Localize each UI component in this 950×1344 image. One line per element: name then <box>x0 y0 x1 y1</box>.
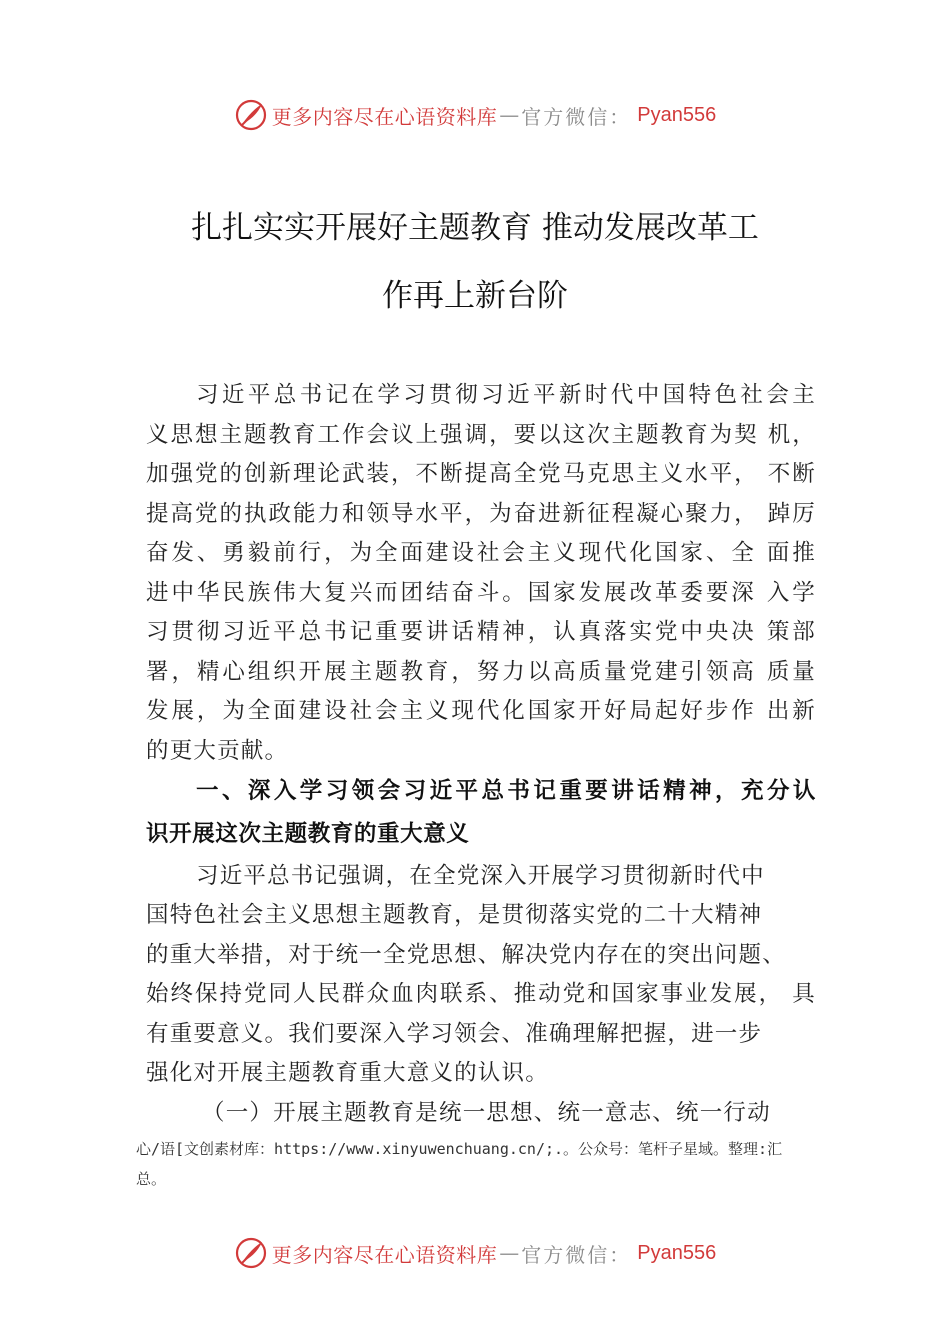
document-title-line2: 作再上新台阶 <box>382 278 568 314</box>
paragraph-1-line: 加强党的创新理论武装，不断提高全党马克思主义水平， 不断 <box>146 461 816 487</box>
source-note-line1: 心/语[文创素材库：https://www.xinyuwenchuang.cn/;.。公众号：笔杆子星域。整理:汇 <box>136 1140 783 1158</box>
paragraph-2-line: 的重大举措，对于统一全党思想、解决党内存在的突出问题、 <box>146 942 786 968</box>
source-note-line2: 总。 <box>136 1170 167 1188</box>
banner-wechat-label: 官方微信： <box>521 1242 632 1267</box>
banner-text: 更多内容尽在心语资料库 <box>271 1242 498 1267</box>
document-title-line1: 扎扎实实开展好主题教育 推动发展改革工 <box>191 210 759 246</box>
paragraph-2-line: 国特色社会主义思想主题教育，是贯彻落实党的二十大精神 <box>146 902 763 928</box>
paragraph-2-line: 始终保持党同人民群众血肉联系、推动党和国家事业发展， 具 <box>146 981 816 1007</box>
paragraph-1-line: 进中华民族伟大复兴而团结奋斗。国家发展改革委要深 入学 <box>146 580 816 606</box>
paragraph-1-line: 义思想主题教育工作会议上强调，要以这次主题教育为契 机， <box>146 422 816 448</box>
paragraph-1-line: 提高党的执政能力和领导水平，为奋进新征程凝心聚力， 踔厉 <box>146 501 816 527</box>
quill-pen-icon <box>234 1236 268 1270</box>
paragraph-2-line: 有重要意义。我们要深入学习领会、准确理解把握，进一步 <box>146 1021 763 1047</box>
subsection-heading-1: （一）开展主题教育是统一思想、统一意志、统一行动 <box>202 1100 771 1126</box>
footer-banner <box>0 1233 950 1273</box>
banner-separator: — <box>499 103 520 127</box>
banner-text: 更多内容尽在心语资料库 <box>271 104 498 129</box>
section-heading-1: 识开展这次主题教育的重大意义 <box>146 821 470 847</box>
paragraph-2-line: 强化对开展主题教育重大意义的认识。 <box>146 1060 549 1086</box>
header-banner <box>0 95 950 135</box>
section-heading-1: 一、深入学习领会习近平总书记重要讲话精神，充分认 <box>196 778 816 804</box>
banner-wechat-id: Pyan556 <box>637 1241 717 1264</box>
paragraph-1-line: 习贯彻习近平总书记重要讲话精神，认真落实党中央决 策部 <box>146 619 816 645</box>
paragraph-1-line: 奋发、勇毅前行，为全面建设社会主义现代化国家、全 面推 <box>146 540 816 566</box>
paragraph-1-line: 署，精心组织开展主题教育，努力以高质量党建引领高 质量 <box>146 659 816 685</box>
banner-wechat-id: Pyan556 <box>637 103 717 126</box>
paragraph-2-line: 习近平总书记强调，在全党深入开展学习贯彻新时代中 <box>196 863 765 889</box>
paragraph-1-line: 的更大贡献。 <box>146 738 289 764</box>
paragraph-1-line: 发展，为全面建设社会主义现代化国家开好局起好步作 出新 <box>146 698 816 724</box>
banner-separator: — <box>499 1241 520 1265</box>
banner-wechat-label: 官方微信： <box>521 104 632 129</box>
paragraph-1-line: 习近平总书记在学习贯彻习近平新时代中国特色社会主 <box>196 382 816 408</box>
quill-pen-icon <box>234 98 268 132</box>
